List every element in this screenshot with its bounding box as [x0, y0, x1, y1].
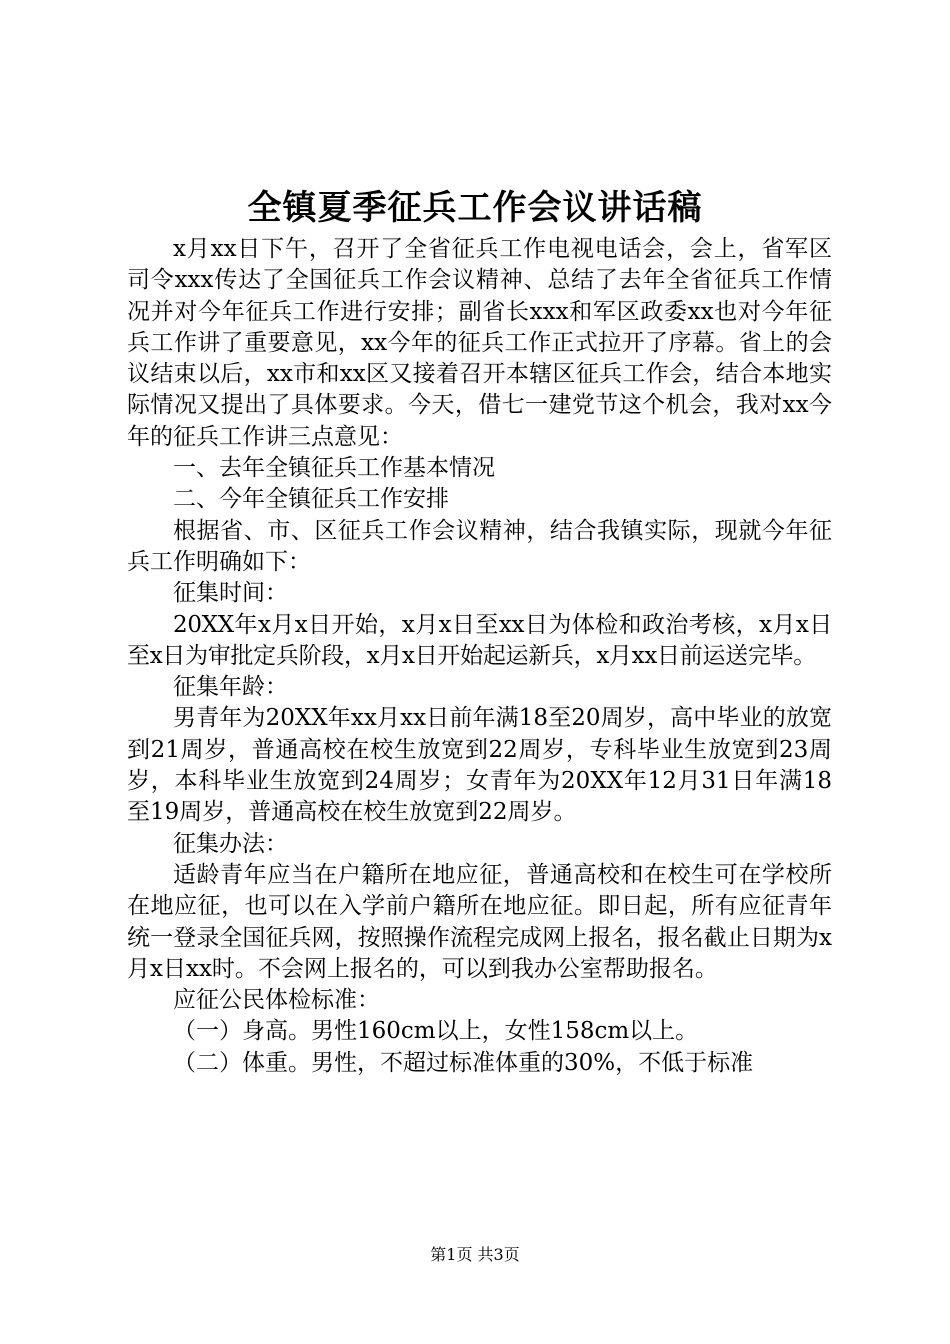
subheading-physical-standard: 应征公民体检标准：	[173, 987, 380, 1014]
subheading-recruit-time: 征集时间：	[173, 580, 288, 607]
page-indicator: 第1页 共3页	[430, 1245, 520, 1264]
document-body	[127, 234, 832, 1079]
list-item-weight: （二）体重。男性，不超过标准体重的30%，不低于标准	[173, 1049, 754, 1076]
subheading-recruit-method: 征集办法：	[173, 830, 288, 857]
paragraph-recruit-age: 男青年为20XX年xx月xx日前年满18至20周岁，高中毕业的放宽到21周岁，普通高校在校生放宽到22周岁，专科毕业生放宽到23周岁，本科毕业生放宽到24周岁；女青年为20XX年12月31日年满18至19周岁，普通高校在校生放宽到22周岁。	[127, 705, 832, 826]
paragraph-intro: x月xx日下午，召开了全省征兵工作电视电话会，会上，省军区司令xxx传达了全国征兵工作会议精神、总结了去年全省征兵工作情况并对今年征兵工作进行安排；副省长xxx和军区政委xx也对今年征兵工作讲了重要意见，xx今年的征兵工作正式拉开了序幕。省上的会议结束以后，xx市和xx区又接着召开本辖区征兵工作会，结合本地实际情况又提出了具体要求。今天，借七一建党节这个机会，我对xx今年的征兵工作讲三点意见：	[127, 236, 832, 450]
section-heading-2: 二、今年全镇征兵工作安排	[173, 486, 449, 513]
document-title: 全镇夏季征兵工作会议讲话稿	[247, 188, 703, 228]
section-heading-1: 一、去年全镇征兵工作基本情况	[173, 455, 495, 482]
paragraph-recruit-time: 20XX年x月x日开始，x月x日至xx日为体检和政治考核，x月x日至x日为审批定兵阶段，x月x日开始起运新兵，x月xx日前运送完毕。	[127, 611, 832, 669]
list-item-height: （一）身高。男性160cm以上，女性158cm以上。	[173, 1018, 699, 1045]
subheading-recruit-age: 征集年龄：	[173, 674, 288, 701]
paragraph-basis: 根据省、市、区征兵工作会议精神，结合我镇实际，现就今年征兵工作明确如下：	[127, 517, 832, 575]
paragraph-recruit-method: 适龄青年应当在户籍所在地应征，普通高校和在校生可在学校所在地应征，也可以在入学前户籍所在地应征。即日起，所有应征青年统一登录全国征兵网，按照操作流程完成网上报名，报名截止日期为x月x日xx时。不会网上报名的，可以到我办公室帮助报名。	[127, 861, 832, 982]
